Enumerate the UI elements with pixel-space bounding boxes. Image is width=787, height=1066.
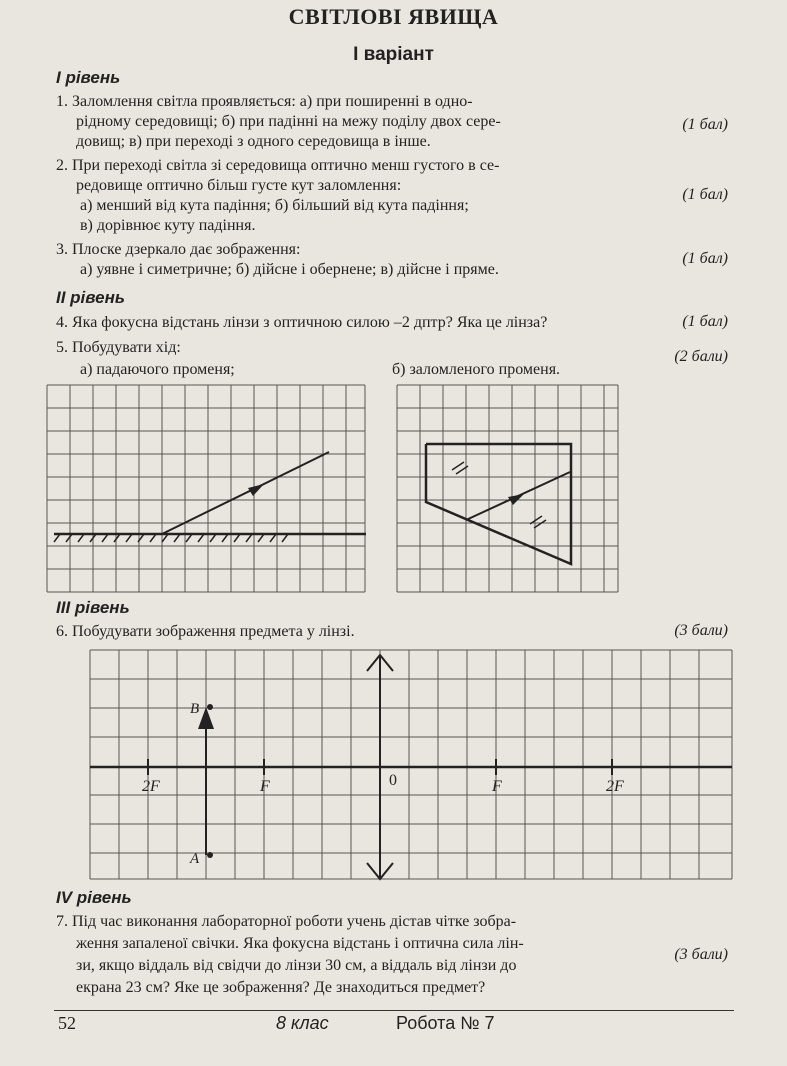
point-a	[207, 852, 213, 858]
grid-b-diagram	[396, 384, 622, 596]
parallel-marks-bottom	[530, 516, 546, 528]
q5-line-1: 5. Побудувати хід:	[56, 339, 181, 356]
q2-line-3: а) менший від кута падіння; б) більший від кута падіння;	[80, 197, 469, 214]
q1-line-1: 1. Заломлення світла проявляється: а) при поширенні в одно-	[56, 93, 473, 110]
reflected-ray	[162, 452, 329, 534]
q1-line-3: довищ; в) при переході з одного середовища в інше.	[76, 133, 431, 150]
q7-points: (3 бали)	[674, 946, 728, 963]
label-2f-right: 2F	[606, 778, 624, 795]
label-a: A	[190, 851, 200, 867]
q5-points: (2 бали)	[674, 348, 728, 365]
label-f-left: F	[260, 778, 270, 795]
footer-divider	[54, 1010, 734, 1011]
q6-points: (3 бали)	[674, 622, 728, 639]
grid-a-diagram	[46, 384, 366, 596]
footer-work: Робота № 7	[396, 1013, 495, 1033]
footer-grade: 8 клас	[276, 1013, 329, 1033]
grid-a-lines	[47, 385, 365, 592]
lens-grid-diagram	[84, 645, 738, 883]
object-arrow-head-icon	[198, 707, 214, 729]
level-1-heading: І рівень	[56, 68, 121, 87]
level-4-heading: IV рівень	[56, 888, 132, 907]
q3-points: (1 бал)	[682, 250, 728, 267]
grid-b-lines	[397, 385, 618, 592]
level-2-heading: ІІ рівень	[56, 288, 125, 307]
q7-line-1: 7. Під час виконання лабораторної роботи учень дістав чітке зобра-	[56, 913, 517, 930]
q6-line-1: 6. Побудувати зображення предмета у лінзі.	[56, 623, 355, 640]
point-b	[207, 704, 213, 710]
q2-line-4: в) дорівнює куту падіння.	[80, 217, 256, 234]
level-3-heading: ІІІ рівень	[56, 598, 130, 617]
q7-line-3: зи, якщо віддаль від свідчи до лінзи 30 см, а віддаль від лінзи до	[76, 957, 517, 974]
q2-line-1: 2. При переході світла зі середовища оптично менш густого в се-	[56, 157, 500, 174]
q7-line-4: екрана 23 см? Яке це зображення? Де знаходиться предмет?	[76, 979, 486, 996]
q7-line-2: ження запаленої свічки. Яка фокусна відстань і оптична сила лін-	[76, 935, 524, 952]
q5-a-label: а) падаючого променя;	[80, 361, 235, 378]
label-2f-left: 2F	[142, 778, 160, 795]
q2-line-2: редовище оптично більш густе кут заломлення:	[76, 177, 402, 194]
lens-grid-lines	[90, 650, 732, 879]
q4-line-1: 4. Яка фокусна відстань лінзи з оптичною силою –2 дптр? Яка це лінза?	[56, 314, 548, 331]
page-number: 52	[58, 1013, 76, 1033]
q1-line-2: рідному середовищі; б) при падінні на межу поділу двох сере-	[76, 113, 501, 130]
q4-points: (1 бал)	[682, 313, 728, 330]
variant-heading: І варіант	[353, 44, 434, 65]
q3-line-2: а) уявне і симетричне; б) дійсне і обернене; в) дійсне і пряме.	[80, 261, 499, 278]
q3-line-1: 3. Плоске дзеркало дає зображення:	[56, 241, 301, 258]
q2-points: (1 бал)	[682, 186, 728, 203]
q5-b-label: б) заломленого променя.	[392, 361, 561, 378]
label-b: B	[190, 701, 200, 717]
label-f-right: F	[492, 778, 502, 795]
label-zero: 0	[389, 772, 397, 789]
page-title: СВІТЛОВІ ЯВИЩА	[288, 4, 499, 29]
ray-arrow-icon	[248, 484, 264, 496]
q1-points: (1 бал)	[682, 116, 728, 133]
